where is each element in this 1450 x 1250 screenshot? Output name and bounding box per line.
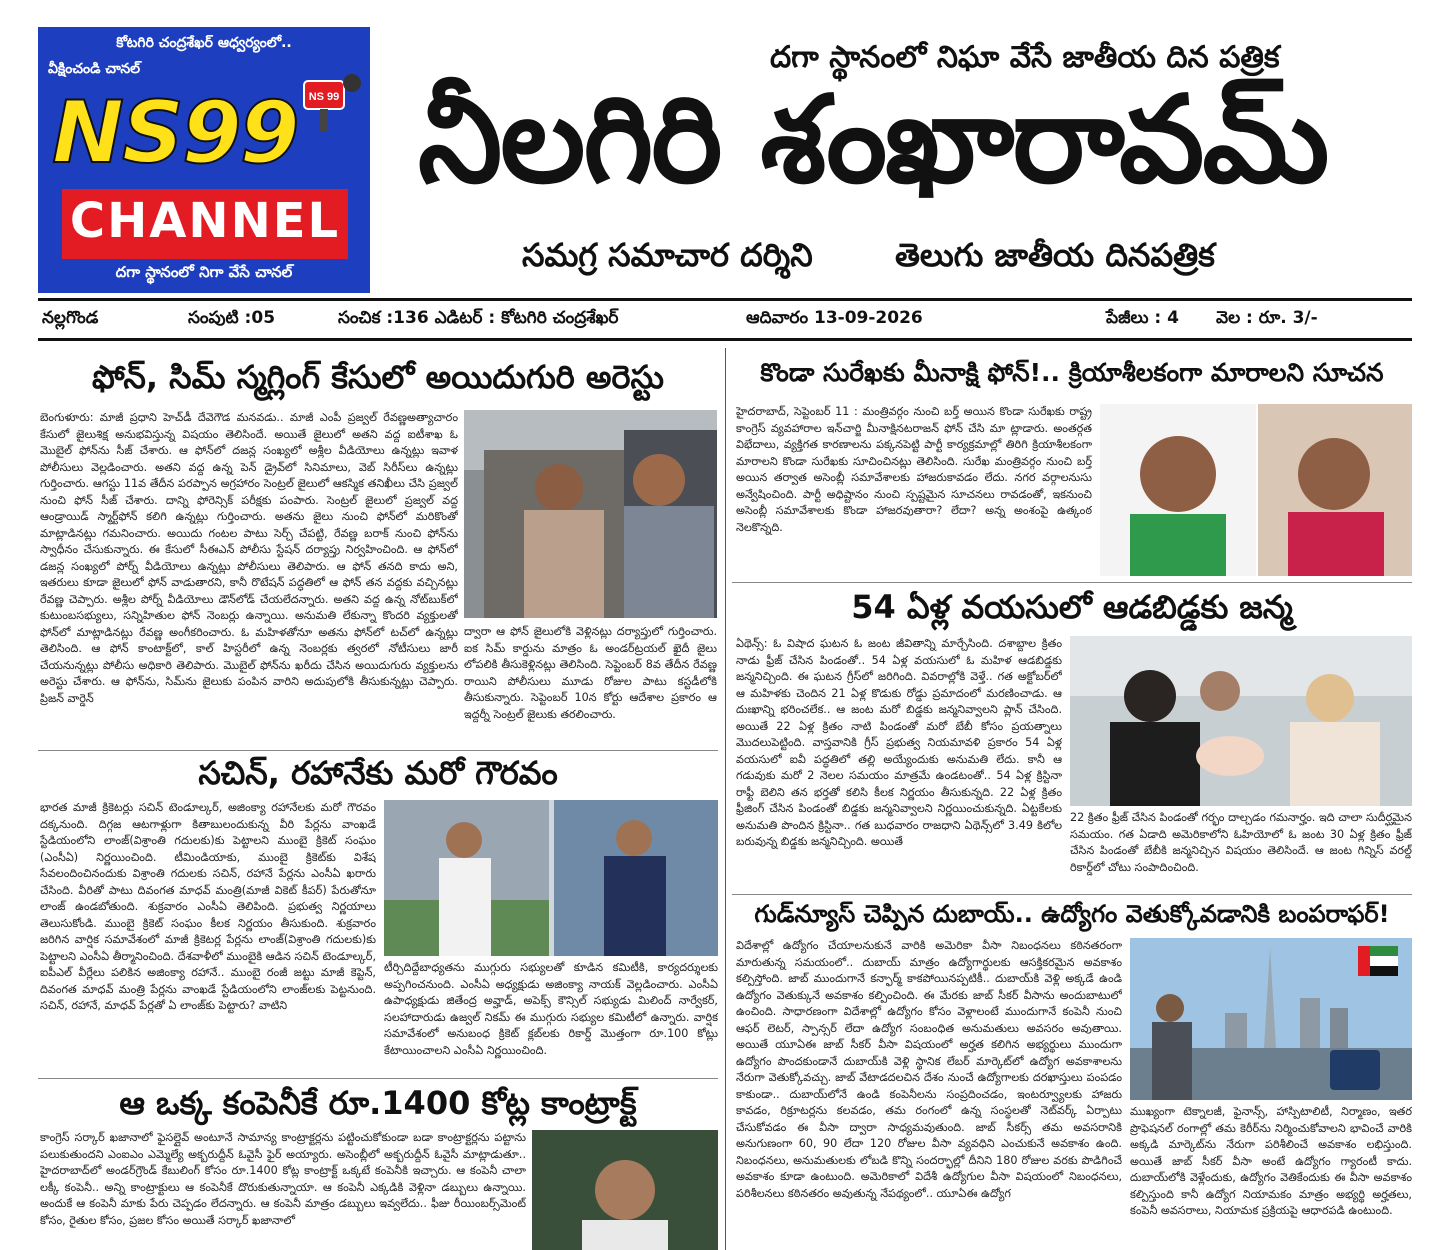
ad-footer: దగా స్థానంలో నిగా వేసే చానల్: [115, 263, 293, 281]
issue-info-bar: [38, 308, 1412, 332]
newspaper-title: నీలగిరి శంఖారావమ్: [418, 69, 1328, 210]
ad-brand: NS99: [52, 83, 298, 183]
headline-sachin-rahane: సచిన్, రహానేకు మరో గౌరవం: [198, 754, 558, 792]
page-count: పేజీలు : 4: [1106, 308, 1179, 328]
masthead-subtitle-right: తెలుగు జాతీయ దినపత్రిక: [895, 236, 1215, 274]
divider-1: [38, 750, 718, 751]
column-divider: [725, 348, 726, 1250]
masthead-subtitle-left: సమగ్ర సమాచార దర్శిని: [522, 236, 813, 274]
article-ivf-body: ఏథెన్స్: ఓ విషాద ఘటన ఓ జంట జీవితాన్ని మార్చేసింది. దశాబ్దాల క్రితం నాడు ఫ్రీజ్ చేసిన పిండంతో.. 54 ఏళ్ల వయసులో ఓ మహిళ ఆడబిడ్డకు జన్మనిచ్చింది. ఈ ఘటన గ్రీస్‌లో జరిగింది. వివరాల్లోకి వెళ్తే.. గత అక్టోబర్‌లో ఆ మహిళకు చెందిన 21 ఏళ్ల కొడుకు రోడ్డు ప్రమాదంలో మరణించాడు. ఆ దుఃఖాన్ని భరించలేక.. ఆ జంట మరో బిడ్డకు జన్మనివ్వాలని ప్లాన్ చేసింది. అయితే 22 ఏళ్ల క్రితం నాటి పిండంతో మరో బేబీ కోసం ప్రయత్నాలు మొదలుపెట్టింది. వాస్తవానికి గ్రీస్ ప్రభుత్వ నియమావళి ప్రకారం 54 ఏళ్ల వయసులో ఐవీ పద్ధతిలో తల్లి అయ్యేందుకు అనుమతి లేదు. కానీ ఆ గడువుకు మరో 2 నెలల సమయం మాత్రమే ఉండటంతో.. 54 ఏళ్ల క్రిస్టినా రాఫ్టీ బెలిని తన భర్తతో కలిసి కీలక నిర్ణయం తీసుకున్నది. 22 ఏళ్ల క్రితం ఫ్రీజింగ్ చేసిన పిండంతో బిడ్డకు జన్మనివ్వాలని నిర్ణయించుకున్నది. ఏట్టకేలకు అనుమతి పొందిన క్రిస్టినా.. గత బుధవారం రాజధాని ఏథెన్స్‌లో 3.49 కిలోల బరువున్న బిడ్డకు జన్మనిచ్చింది. అయితే: [736, 637, 1062, 848]
volume: సంపుటి :05: [188, 308, 276, 328]
headline-dubai-job-seeker: గుడ్‌న్యూస్ చెప్పిన దుబాయ్.. ఉద్యోగం వెతుక్కోవడానికి బంపరాఫర్!: [754, 900, 1390, 928]
divider-4: [732, 894, 1412, 895]
headline-konda-surekha: కొండా సురేఖకు మీనాక్షి ఫోన్!.. క్రియాశీలకంగా మారాలని సూచన: [760, 358, 1384, 387]
article-phone-body: బెంగుళూరు: మాజీ ప్రధాని హెచ్‌డీ దేవెగౌడ మనవడు.. మాజీ ఎంపీ ప్రజ్వల్ రేవణ్ణఅత్యాచారం కేసులో జైలుశిక్ష అనుభవిస్తున్న విషయం తెలిసిందే. అయితే జైలులో అతని వద్ద ఐటీశాఖ ఓ మొబైల్ ఫోన్‌ను సీజ్ చేశారు. ఆ ఫోన్‌లో దజన్ల సంఖ్యలో అశ్లీల వీడియోలు ఉన్నట్లు ఇవాళ పోలీసులు వెల్లడించారు. అతని వద్ద ఉన్న పెన్ డ్రైవ్‌లో సినిమాలు, వెబ్ సిరీస్‌లు ఉన్నట్లు గుర్తించారు. ఆగస్టు 11వ తేదీన పరప్పాన అగ్రహారం సెంట్రల్ జైలులో ఆకస్మిక తనిఖీలు చేసి ప్రజ్వల్ నుంచి ఫోన్ సీజ్ చేశారు. దాన్ని ఫోరెన్సిక్ పరీక్షకు పంపారు. సెంట్రల్ జైలులో ప్రజ్వల్ వద్ద ఆండ్రాయిడ్ స్మార్ట్‌ఫోన్ కలిగి ఉన్నట్లు గుర్తించారు. అతను జైలు నుంచి ఫోన్‌లో మరికొంతో మాట్లాడినట్లు గమనించారు. అయిదు గంటల పాటు సెర్చ్ చేపట్టి, రేవణ్ణ బరాక్ నుంచి ఫోన్‌ను స్వాధీనం చేసుకున్నారు. ఈ కేసులో సీఈఎన్ పోలీసు స్టేషన్ దర్యాప్తు నిర్వహించింది. ఆ ఫోన్‌లో డజన్ల సంఖ్యలో పోర్న్ వీడియోలు ఉన్నట్లు పోలీసులు తెలిపారు. ఆ ఫోన్ తనది కాదు అని, ఇతరులు కూడా జైలులో ఫోన్ వాడుతారని, కానీ రొటేషన్ పద్ధతిలో ఆ ఫోన్ తన వద్దకు వచ్చినట్లు రేవణ్ణ చెప్పారు. అశ్లీల పోర్న్ వీడియోలు డౌన్‌లోడ్ చేయలేదన్నారు. అతని వద్ద ఉన్న నోట్‌బుక్‌లో కుటుంబసభ్యులు, సన్నిహితుల ఫోన్ నెంబర్లు ఉన్నాయి. అనుమతి లేకున్నా కొందరి వ్యక్తులతో ఫోన్‌లో మాట్లాడినట్లు రేవణ్ణ అంగీకరించారు. ఓ మహిళతోనూ అతను ఫోన్‌లో టచ్‌లో ఉన్నట్లు తెలిసింది. ఆ ఫోన్ కాంటాక్ట్‌లో, కాల్ హిస్టరీలో ఉన్న నెంబర్లకు త్వరలో నోటీసులు జారీ చేయనున్నట్లు పోలీసు అధికారి తెలిపారు. మొబైల్ ఫోన్‌ను ఖరీదు చేసిన అయిదుగురు వ్యక్తులను అరెస్టు చేశారు. ఆ ఫోన్‌ను, సిమ్‌ను జైలుకు పంపిన వారిని అదుపులోకి తీసుకున్నట్లు చెప్పారు. ప్రిజన్ వార్డెన్: [40, 411, 458, 705]
issue-editor: సంచిక :136 ఎడిటర్ : కోటగిరి చంద్రశేఖర్: [338, 308, 619, 328]
headline-phone-smuggling: ఫోన్, సిమ్ స్మగ్లింగ్ కేసులో అయిదుగురి అరెస్టు: [92, 358, 664, 396]
masthead-rule-bottom: [38, 338, 1412, 341]
masthead-rule-top: [38, 298, 1412, 301]
cricketers-photo: [384, 800, 718, 956]
article-sachin-body: భారత మాజీ క్రికెటర్లు సచిన్ టెండూల్కర్, అజింక్యా రహానేలకు మరో గౌరవం దక్కనుంది. దిగ్గజ ఆటగాళ్లుగా కితాబులందుకున్న వీరి పేర్లను వాంఖడే స్టేడియంలోని లాంజ్(విశ్రాంతి గదులకు)కు పెట్టాలని ముంబై క్రికెట్ సంఘం (ఎంసీఏ) నిర్ణయించింది. టీమిండియాకు, ముంబై క్రికెట్‌కు విశేష సేవలందించినందుకు విశ్రాంతి గదులకు సచిన్, రహానే పేర్లను ఎంసీఏ ఖరారు చేసింది. వీరితో పాటు దివంగత మాధవ్ మంత్రి(మాజీ వికెట్ కీపర్) పేరుతోనూ లాంజ్ ఉండబోతుంది. శుక్రవారం ఎంసీఏ తెలిపింది. ప్రభుత్వ నిర్ణయాలు తెలుసుకోండి. ముంబై క్రికెట్ సంఘం కీలక నిర్ణయం తీసుకుంది. శుక్రవారం జరిగిన వార్షిక సమావేశంలో మాజీ క్రికెటర్ల పేర్లను లాంజ్(విశ్రాంతి గదులకు)కు పెట్టాలని ఎంసీఏ తీర్మానించింది. దేశవాళీలో ముంబైకి ఆడిన సచిన్ టెండూల్కర్, ఐపీఎల్ వీర్లేలు పలికిన అజింక్యా రహానే.. ముంబై రంజీ జట్టు మాజీ కెప్టెన్, దివంగత మాధవ్ మంత్రి పేర్లను వాంఖడే స్టేడియంలోని లాంజ్‌లకు పెట్టనుంది. సచిన్, రహానే, మాధవ్ పేర్లతో ఏ లాంజ్‌కు పెట్టారు? వాటిని: [40, 801, 376, 1012]
dubai-skyline-traveler-photo: [1130, 938, 1412, 1100]
ns99-channel-ad: [38, 27, 370, 293]
masthead-tagline: దగా స్థానంలో నిఘా వేసే జాతీయ దిన పత్రిక: [770, 40, 1280, 75]
divider-2: [38, 1078, 718, 1079]
article-konda-body: హైదరాబాద్, సెప్టెంబర్ 11 : మంత్రివర్గం నుంచి బర్త్ అయిన కొండా సురేఖకు రాష్ట్ర కాంగ్రెస్ వ్యవహారాల ఇన్‌చార్జి మీనాక్షినటరాజన్ ఫోన్ చేసి మా ట్లాడారు. అంతర్గత విభేదాలు, వ్యక్తిగత కారణాలను పక్కనపెట్టి పార్టీ కార్యక్రమాల్లో తిరిగి క్రియాశీలకంగా మారాలని కొండా సురేఖకు సూచించినట్లు తెలిసింది. సురేఖ మంత్రివర్గం నుంచి బర్త్ అయిన తర్వాత అసెంబ్లీ సమావేశాలకు హాజరుకావడం లేదు. నగర వర్గాలనుసు అన్వేషించింది. పార్టీ అధిష్టానం నుంచి స్పష్టమైన సూచనలు రావడంతో, ఇకనుంచి అసెంబ్లీ సమావేశాలకు కొండా హాజరవుతారా? లేదా? అన్న అంశంపై ఉత్కంఠ నెలకొన్నది.: [736, 405, 1092, 534]
article-contract-body: కాంగ్రెస్ సర్కార్ ఖజానాలో ఫైసల్లైవ్ అంటూనే సామాన్య కాంట్రాక్టర్లను పట్టించుకోకుండా బడా కాంట్రాక్టర్లను పట్టాను పలుకుతుందని ఎంఐఎం ఎమ్మెల్యే అక్బరుద్దీన్ ఓవైసీ ఫైర్ అయ్యారు. అసెంబ్లీలో అక్బరుద్దీన్ ఓవైసీ మాట్లాడుతూ.. హైదరాబాద్‌లో అండర్‌గ్రౌండ్ కేబులింగ్ కోసం రూ.1400 కోట్ల కాంట్రాక్ట్ ఒక్కటే కంపెనీకి ఇచ్చారు. ఆ కంపెనీ చాలా లక్కీ కంపెనీ.. అన్ని కాంట్రాక్టులు ఆ కంపెనీకే దొరుకుతున్నాయా. ఆ కంపెనీ ఎక్కడికి వెళ్లినా డబ్బులు ఉన్నాయి. అందుకే ఆ కంపెనీ మాకు పేరు చెప్పడం లేదన్నారు. ఆ కంపెనీ మాత్రం డబ్బులు ఇవ్వలేదు.. ఫీజు రీయింబర్స్‌మెంట్ కోసం, రైతుల కోసం, ప్రజల కోసం అయితే సర్కార్ ఖజానాలో: [40, 1131, 526, 1227]
article-dubai-body: విదేశాల్లో ఉద్యోగం చేయాలనుకునే వారికి అమెరికా వీసా నిబంధనలు కఠినతరంగా మారుతున్న సమయంలో.. దుబాయ్ మాత్రం ఉద్యోగార్థులకు ఆసక్తికరమైన అవకాశం కల్పిస్తోంది. జాబ్ ముందుగానే కన్ఫార్మ్ కాకపోయినప్పటికీ.. దుబాయ్‌కి వెళ్లి అక్కడే ఉండి ఉద్యోగం వెతుక్కునే అవకాశం కల్పించింది. ఈ మేరకు జాబ్ సీకర్ వీసాను అందుబాటులో ఉంచింది. సాధారణంగా విదేశాల్లో ఉద్యోగం కోసం వెళ్లాలంటే ముందుగానే కంపెనీ నుంచి ఆఫర్ లెటర్, స్పాన్సర్ లేదా ఉద్యోగ సంబంధిత అనుమతులు అవసరం అవుతాయి. అయితే యూఏఈ జాబ్ సీకర్ వీసా విషయంలో అర్హత కలిగిన అభ్యర్థులు ముందుగా ఉద్యోగం పొందకుండానే దుబాయ్‌కి వెళ్లి స్థానిక లేబర్ మార్కెట్‌లో ఉద్యోగ అవకాశాలను నేరుగా వెతుక్కోవచ్చు. జాబ్ వేటాడదలచిన దేశం నుంచే ఉద్యోగాలకు దరఖాస్తులు పంపడం కాకుండా.. దుబాయ్‌లోనే ఉండి కంపెనీలను సంప్రదించడం, ఇంటర్వ్యూలకు హాజరు కావడం, రిక్రూటర్లను కలవడం, తమ రంగంలో ఉన్న సంస్థలతో నెట్‌వర్క్ ఏర్పాటు చేసుకోవడం ఈ వీసా ద్వారా సాధ్యమవుతుంది. జాబ్ సీకర్స్ తమ అవసరానికి అనుగుణంగా 60, 90 లేదా 120 రోజుల వీసా వ్యవధిని ఎంచుకునే అవకాశం ఉంది. నిబంధనలు, అనుమతులకు లోబడి కొన్ని సందర్భాల్లో దీనిని 180 రోజుల వరకు పొడిగించే అవకాశం కూడా ఉంటుంది. అమెరికాలో విదేశీ ఉద్యోగుల వీసా విషయంలో నిబంధనలు, పరిశీలనలు కఠినతరం అవుతున్న నేపథ్యంలో.. యూఏఈ ఉద్యోగ: [736, 939, 1122, 1200]
article-sachin-caption: టీర్చిదిద్దేబాధ్యతను ముగ్గురు సభ్యులతో కూడిన కమిటీకి, కార్యదర్శులకు అప్పగించనుంది. ఎంసీఏ అధ్యక్షుడు అజింక్యా నాయక్ వెల్లడించారు. ఎంసీఏ ఉపాధ్యక్షుడు జితేంద్ర అవ్హాడ్, అపెక్స్ కౌన్సిల్ సభ్యుడు మిలింద్ నార్వేకర్, సలహాదారుడు ఉజ్వల్ నికమ్ ఈ ముగ్గురు సభ్యుల కమిటీలో ఉన్నారు. వార్షిక సమావేశంలో అనుబంధ క్రికెట్ క్లబ్‌లకు రికార్డ్ మొత్తంగా రూ.100 కోట్లు కేటాయించాలని ఎంసీఏ నిర్ణయించింది.: [384, 961, 718, 1057]
divider-3: [732, 582, 1412, 583]
place: నల్లగొండ: [42, 308, 99, 328]
two-women-leaders-photo: [1100, 404, 1412, 576]
article-dubai-caption: ముఖ్యంగా టెక్నాలజీ, ఫైనాన్స్, హాస్పిటాలిటీ, నిర్మాణం, ఇతర ప్రొఫెషనల్ రంగాల్లో తమ కెరీర్‌ను నిర్మించుకోవాలని భావించే వారికి అక్కడి మార్కెట్‌ను నేరుగా పరిశీలించే అవకాశం లభిస్తుంది. అయితే జాబ్ సీకర్ వీసా అంటే ఉద్యోగం గ్యారంటీ కాదు. దుబాయ్‌లోకి వెళ్లేందుకు, ఉద్యోగం వెతికేందుకు ఈ వీసా అవకాశం కల్పిస్తుంది కానీ ఉద్యోగ నియామకం మాత్రం అభ్యర్థి అర్హతలు, కంపెనీ అవసరాలు, నియామక ప్రక్రియపై ఆధారపడి ఉంటుంది.: [1130, 1105, 1412, 1217]
mic-label: NS 99: [308, 91, 340, 103]
headline-54-years-baby: 54 ఏళ్ల వయసులో ఆడబిడ్డకు జన్మ: [851, 588, 1293, 626]
ad-top-line: కోటగిరి చంద్రశేఖర్ ఆధ్వర్యంలో..: [116, 35, 292, 51]
price: వెల : రూ. 3/-: [1216, 308, 1318, 328]
microphone-icon: [294, 73, 364, 133]
headline-contract: ఆ ఒక్క కంపెనీకే రూ.1400 కోట్ల కాంట్రాక్ట్: [119, 1084, 637, 1122]
ad-watch-line: వీక్షించండి చానల్: [48, 61, 141, 77]
article-phone-caption: ద్వారా ఆ ఫోన్ జైలులోకి వెళ్లినట్లు దర్యాప్తులో గుర్తించారు. ఐక సిమ్ కార్డును మాత్రం ఓ అండర్‌ట్రయల్ ఖైదీ జైలు లోపలికి తీసుకెళ్లినట్లు తెలిసింది. సెప్టెంబర్ 8వ తేదీన రేవణ్ణ రాయిని పోలీసులు మూడు రోజుల పాటు కస్టడీలోకి తీసుకున్నారు. సెప్టెంబర్ 10న కోర్టు ఆదేశాల ప్రకారం ఆ ఇద్దర్నీ సెంట్రల్ జైలుకు తరలించారు.: [464, 625, 717, 721]
article-ivf-caption: 22 క్రితం ఫ్రీజ్ చేసిన పిండంతో గర్భం దాల్చడం గమనార్హం. ఇది చాలా సుదీర్ఘమైన సమయం. గత ఏడాది అమెరికాలోని ఓహియోలో ఓ జంట 30 ఏళ్ల క్రితం ఫ్రీజ్ చేసిన పిండంతో బేబీకి జన్మనిచ్చిన విషయం తెలిసిందే. ఆ జంట గిన్నిస్ వరల్డ్ రికార్డ్‌లో చోటు సంపాదించింది.: [1070, 811, 1412, 874]
politician-speaking-photo: [532, 1130, 718, 1250]
police-van-photo: [464, 410, 717, 618]
ad-channel: CHANNEL: [69, 193, 341, 249]
newborn-baby-photo: [1070, 636, 1412, 806]
issue-date: ఆదివారం 13-09-2026: [746, 308, 923, 328]
